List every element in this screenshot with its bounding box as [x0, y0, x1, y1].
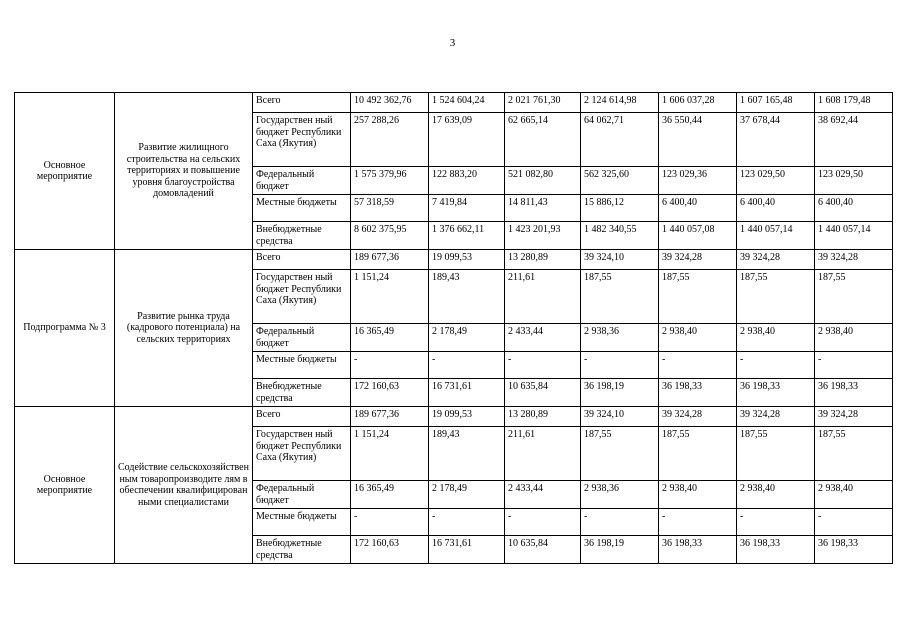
group-label: Подпрограмма № 3: [15, 250, 115, 407]
funding-source: Федеральный бюджет: [253, 481, 351, 509]
amount-cell: 187,55: [815, 427, 893, 481]
budget-table-body: [15, 93, 893, 564]
amount-cell: 2 938,40: [659, 481, 737, 509]
funding-source: Местные бюджеты: [253, 509, 351, 536]
funding-source: Федеральный бюджет: [253, 324, 351, 352]
amount-cell: 39 324,28: [659, 407, 737, 427]
amount-cell: 562 325,60: [581, 167, 659, 195]
amount-cell: 36 198,33: [815, 536, 893, 564]
amount-cell: -: [815, 352, 893, 379]
amount-cell: 1 608 179,48: [815, 93, 893, 113]
amount-cell: 10 492 362,76: [351, 93, 429, 113]
funding-source: Местные бюджеты: [253, 195, 351, 222]
amount-cell: 1 575 379,96: [351, 167, 429, 195]
amount-cell: 8 602 375,95: [351, 222, 429, 250]
funding-source: Местные бюджеты: [253, 352, 351, 379]
amount-cell: 37 678,44: [737, 113, 815, 167]
amount-cell: 172 160,63: [351, 536, 429, 564]
amount-cell: 39 324,10: [581, 250, 659, 270]
amount-cell: 16 731,61: [429, 536, 505, 564]
amount-cell: 57 318,59: [351, 195, 429, 222]
amount-cell: 2 938,36: [581, 481, 659, 509]
amount-cell: 15 886,12: [581, 195, 659, 222]
amount-cell: 2 433,44: [505, 324, 581, 352]
amount-cell: 16 731,61: [429, 379, 505, 407]
amount-cell: 189 677,36: [351, 250, 429, 270]
amount-cell: 123 029,50: [737, 167, 815, 195]
amount-cell: 17 639,09: [429, 113, 505, 167]
measure-description: Развитие рынка труда (кадрового потенциала) на сельских территориях: [115, 250, 253, 407]
amount-cell: 1 440 057,08: [659, 222, 737, 250]
amount-cell: 10 635,84: [505, 536, 581, 564]
amount-cell: 172 160,63: [351, 379, 429, 407]
amount-cell: 1 440 057,14: [737, 222, 815, 250]
amount-cell: 36 198,33: [815, 379, 893, 407]
amount-cell: -: [581, 509, 659, 536]
amount-cell: 2 938,40: [737, 481, 815, 509]
table-row: [15, 407, 893, 427]
amount-cell: 123 029,50: [815, 167, 893, 195]
funding-source: Всего: [253, 250, 351, 270]
funding-source: Всего: [253, 407, 351, 427]
funding-source: Государствен ный бюджет Республики Саха (Якутия): [253, 427, 351, 481]
budget-table: [14, 92, 893, 564]
amount-cell: 189,43: [429, 427, 505, 481]
amount-cell: 1 151,24: [351, 427, 429, 481]
amount-cell: 36 198,33: [659, 536, 737, 564]
amount-cell: 1 524 604,24: [429, 93, 505, 113]
amount-cell: 2 938,40: [815, 481, 893, 509]
amount-cell: 123 029,36: [659, 167, 737, 195]
amount-cell: 39 324,28: [737, 250, 815, 270]
amount-cell: 39 324,28: [815, 407, 893, 427]
group-label: Основное мероприятие: [15, 93, 115, 250]
amount-cell: 187,55: [737, 427, 815, 481]
amount-cell: 39 324,10: [581, 407, 659, 427]
amount-cell: 19 099,53: [429, 407, 505, 427]
amount-cell: 2 178,49: [429, 481, 505, 509]
amount-cell: 10 635,84: [505, 379, 581, 407]
amount-cell: -: [351, 352, 429, 379]
amount-cell: 187,55: [737, 270, 815, 324]
amount-cell: 187,55: [659, 427, 737, 481]
amount-cell: 36 198,33: [659, 379, 737, 407]
amount-cell: 16 365,49: [351, 324, 429, 352]
page-number: 3: [449, 37, 456, 49]
amount-cell: 6 400,40: [737, 195, 815, 222]
amount-cell: -: [505, 509, 581, 536]
amount-cell: 39 324,28: [659, 250, 737, 270]
amount-cell: 6 400,40: [659, 195, 737, 222]
amount-cell: 36 198,19: [581, 379, 659, 407]
amount-cell: 2 938,40: [659, 324, 737, 352]
amount-cell: -: [351, 509, 429, 536]
measure-description: Развитие жилищного строительства на сельских территориях и повышение уровня благоустройства домовладений: [115, 93, 253, 250]
amount-cell: -: [659, 509, 737, 536]
amount-cell: 2 938,40: [737, 324, 815, 352]
amount-cell: 122 883,20: [429, 167, 505, 195]
amount-cell: 257 288,26: [351, 113, 429, 167]
amount-cell: 38 692,44: [815, 113, 893, 167]
amount-cell: 62 665,14: [505, 113, 581, 167]
amount-cell: -: [505, 352, 581, 379]
funding-source: Внебюджетные средства: [253, 379, 351, 407]
amount-cell: 187,55: [659, 270, 737, 324]
amount-cell: 13 280,89: [505, 407, 581, 427]
amount-cell: 39 324,28: [815, 250, 893, 270]
funding-source: Государствен ный бюджет Республики Саха (Якутия): [253, 270, 351, 324]
amount-cell: 16 365,49: [351, 481, 429, 509]
funding-source: Федеральный бюджет: [253, 167, 351, 195]
amount-cell: 2 124 614,98: [581, 93, 659, 113]
amount-cell: 39 324,28: [737, 407, 815, 427]
table-row: [15, 250, 893, 270]
amount-cell: 19 099,53: [429, 250, 505, 270]
amount-cell: 14 811,43: [505, 195, 581, 222]
amount-cell: -: [815, 509, 893, 536]
funding-source: Внебюджетные средства: [253, 222, 351, 250]
amount-cell: 2 178,49: [429, 324, 505, 352]
amount-cell: 36 198,33: [737, 379, 815, 407]
measure-description: Содействие сельскохозяйствен ным товаропроизводите лям в обеспечении квалифицирован ными специалистами: [115, 407, 253, 564]
funding-source: Всего: [253, 93, 351, 113]
amount-cell: 1 376 662,11: [429, 222, 505, 250]
amount-cell: -: [429, 352, 505, 379]
amount-cell: 6 400,40: [815, 195, 893, 222]
amount-cell: 187,55: [581, 427, 659, 481]
amount-cell: 521 082,80: [505, 167, 581, 195]
amount-cell: -: [737, 352, 815, 379]
amount-cell: 187,55: [815, 270, 893, 324]
funding-source: Внебюджетные средства: [253, 536, 351, 564]
amount-cell: -: [581, 352, 659, 379]
amount-cell: 1 482 340,55: [581, 222, 659, 250]
amount-cell: 1 440 057,14: [815, 222, 893, 250]
amount-cell: -: [659, 352, 737, 379]
amount-cell: 2 433,44: [505, 481, 581, 509]
amount-cell: 189 677,36: [351, 407, 429, 427]
amount-cell: 36 550,44: [659, 113, 737, 167]
amount-cell: 1 606 037,28: [659, 93, 737, 113]
amount-cell: 36 198,19: [581, 536, 659, 564]
amount-cell: 2 938,40: [815, 324, 893, 352]
amount-cell: 2 938,36: [581, 324, 659, 352]
amount-cell: 189,43: [429, 270, 505, 324]
amount-cell: 1 151,24: [351, 270, 429, 324]
amount-cell: 211,61: [505, 427, 581, 481]
amount-cell: -: [429, 509, 505, 536]
amount-cell: 2 021 761,30: [505, 93, 581, 113]
amount-cell: 13 280,89: [505, 250, 581, 270]
amount-cell: 1 423 201,93: [505, 222, 581, 250]
amount-cell: 36 198,33: [737, 536, 815, 564]
amount-cell: -: [737, 509, 815, 536]
funding-source: Государствен ный бюджет Республики Саха (Якутия): [253, 113, 351, 167]
table-row: [15, 93, 893, 113]
amount-cell: 64 062,71: [581, 113, 659, 167]
amount-cell: 7 419,84: [429, 195, 505, 222]
amount-cell: 211,61: [505, 270, 581, 324]
group-label: Основное мероприятие: [15, 407, 115, 564]
amount-cell: 1 607 165,48: [737, 93, 815, 113]
amount-cell: 187,55: [581, 270, 659, 324]
